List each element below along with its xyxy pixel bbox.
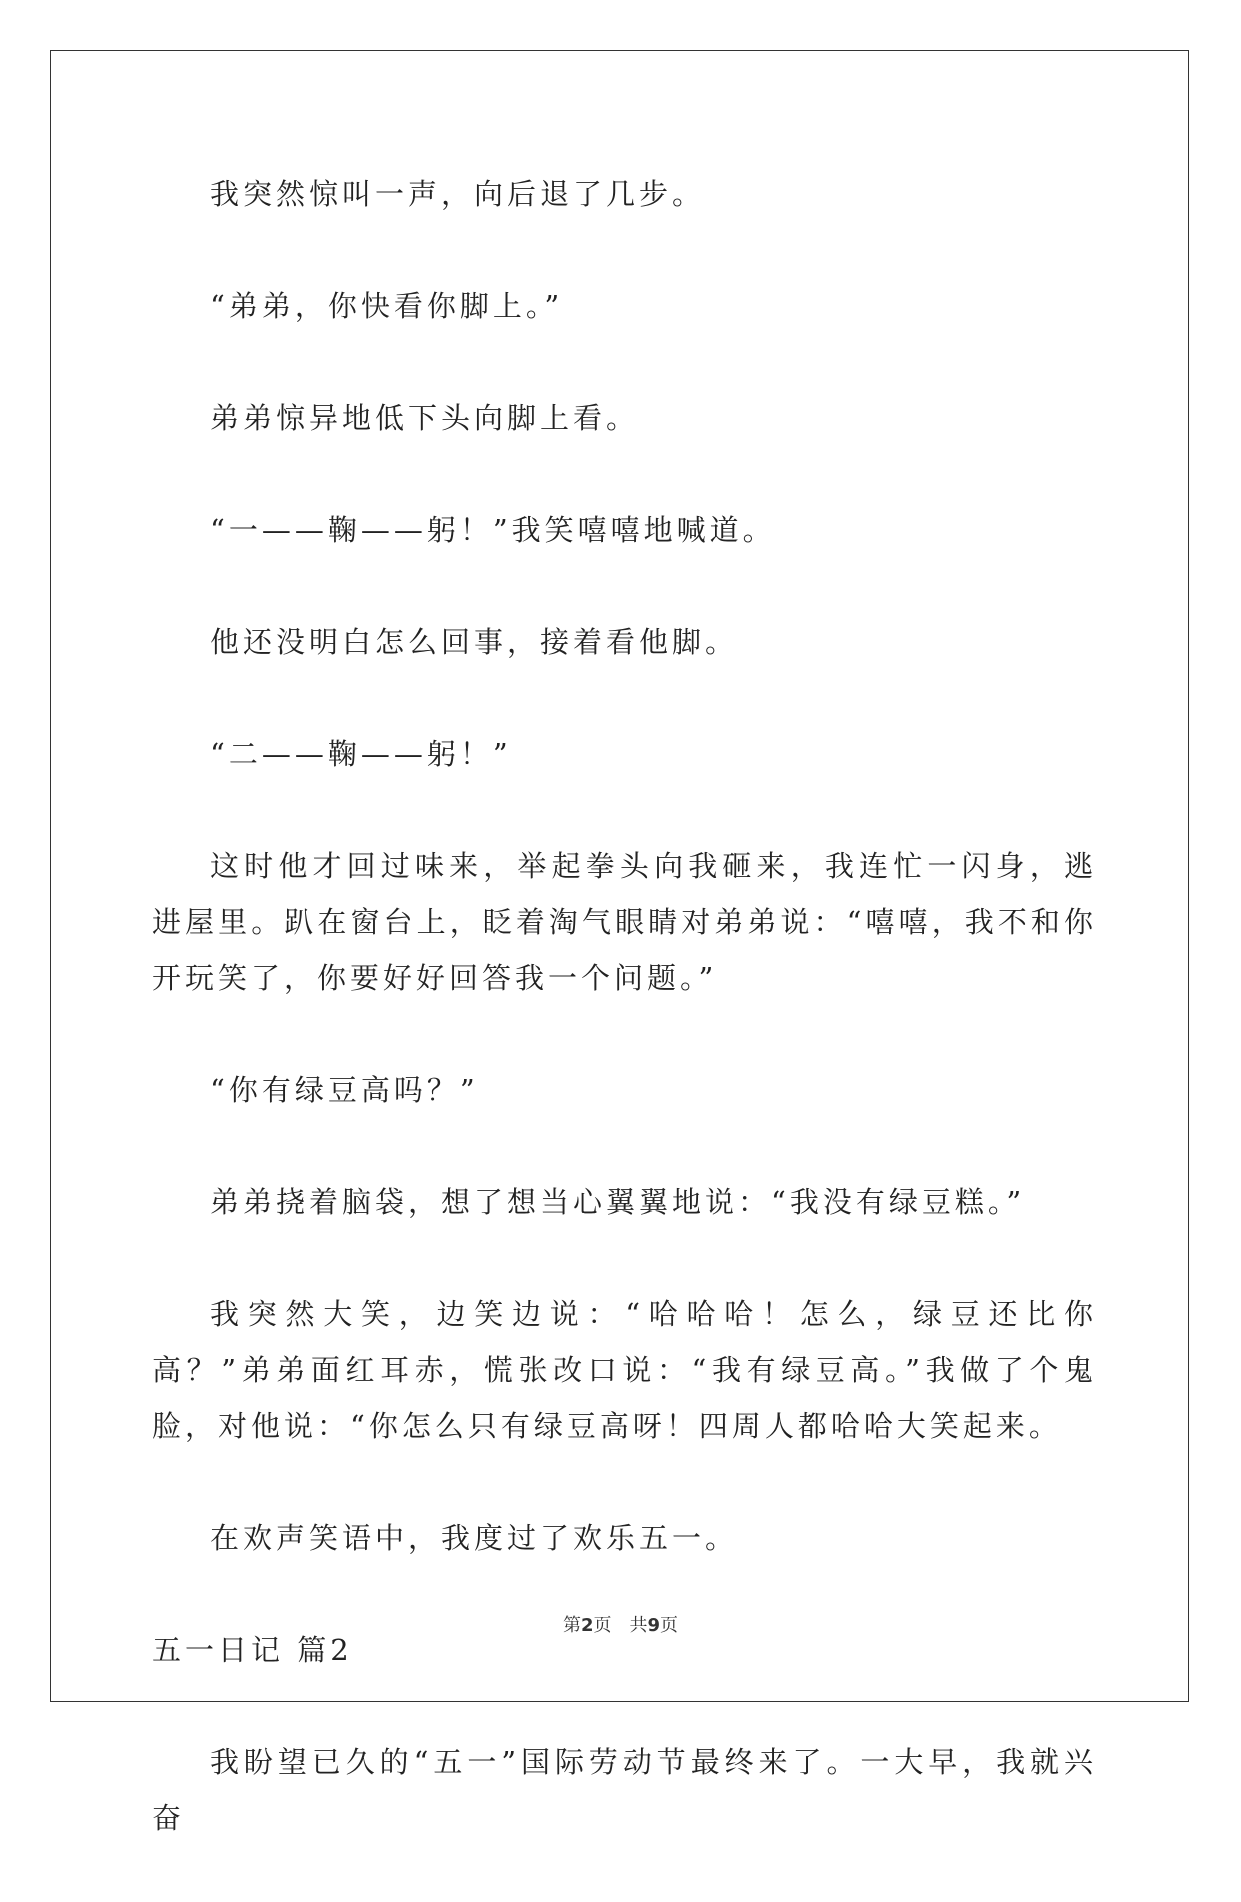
footer-page-number: 2 bbox=[580, 1615, 594, 1636]
paragraph: 弟弟惊异地低下头向脚上看。 bbox=[210, 401, 640, 435]
paragraph: “二——鞠——躬！” bbox=[210, 737, 512, 771]
paragraph: 弟弟挠着脑袋，想了想当心翼翼地说：“我没有绿豆糕。” bbox=[210, 1185, 1026, 1219]
page-footer bbox=[0, 1611, 1241, 1637]
paragraph: 我突然惊叫一声，向后退了几步。 bbox=[210, 177, 706, 211]
footer-page-prefix: 第 bbox=[562, 1615, 581, 1636]
document-body bbox=[152, 166, 1097, 1902]
paragraph: 我盼望已久的“五一”国际劳动节最终来了。一大早，我就兴奋 bbox=[152, 1745, 1097, 1835]
paragraph: “弟弟，你快看你脚上。” bbox=[210, 289, 564, 323]
footer-total-prefix: 共 bbox=[629, 1615, 648, 1636]
footer-page-suffix: 页 bbox=[593, 1615, 612, 1636]
paragraph: “一——鞠——躬！”我笑嘻嘻地喊道。 bbox=[210, 513, 776, 547]
paragraph: 我突然大笑，边笑边说：“哈哈哈！怎么，绿豆还比你高？”弟弟面红耳赤，慌张改口说：“我有绿豆高。”我做了个鬼脸，对他说：“你怎么只有绿豆高呀！四周人都哈哈大笑起来。 bbox=[152, 1297, 1097, 1443]
footer-total-suffix: 页 bbox=[660, 1615, 679, 1636]
footer-total-pages: 9 bbox=[647, 1615, 661, 1636]
paragraph: 这时他才回过味来，举起拳头向我砸来，我连忙一闪身，逃进屋里。趴在窗台上，眨着淘气眼睛对弟弟说：“嘻嘻，我不和你开玩笑了，你要好好回答我一个问题。” bbox=[152, 849, 1097, 995]
paragraph: 在欢声笑语中，我度过了欢乐五一。 bbox=[210, 1521, 739, 1555]
section-heading: 五一日记 篇2 bbox=[152, 1633, 353, 1667]
paragraph: 他还没明白怎么回事，接着看他脚。 bbox=[210, 625, 739, 659]
paragraph: “你有绿豆高吗？” bbox=[210, 1073, 479, 1107]
